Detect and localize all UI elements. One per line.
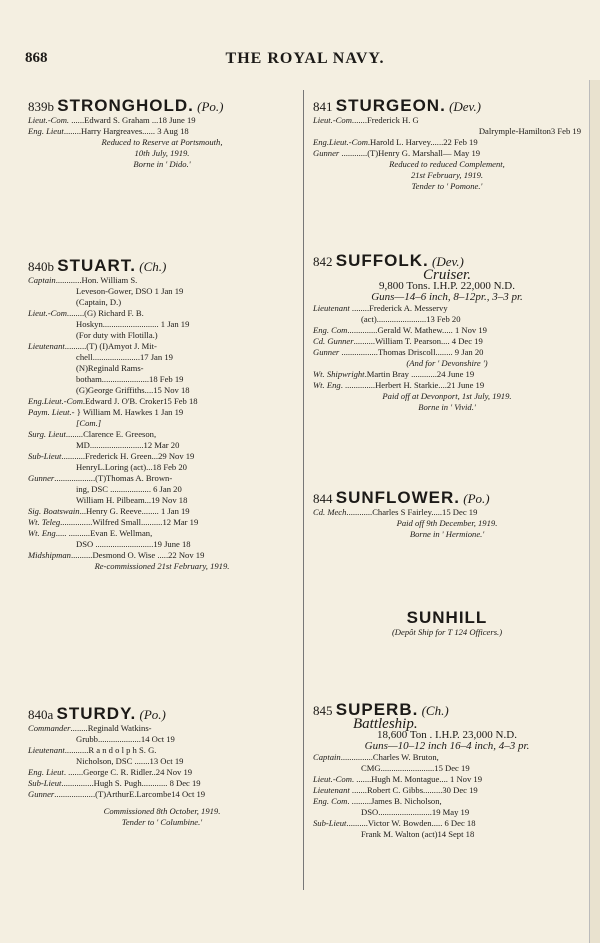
officer-row (28, 297, 296, 308)
officer-row (28, 539, 296, 550)
officer-row (28, 352, 296, 363)
status-note: Paid off at Devonport, 1st July, 1919. (382, 391, 512, 401)
officer-row: Eng. Lieut........Harry Hargreaves...... 3 Aug 18 (28, 126, 189, 136)
officer-name: (act).......................13 Feb 20 (361, 314, 461, 324)
officer-name: ............Hon. William S. (55, 275, 138, 285)
status-note: Paid off 9th December, 1919. (396, 518, 498, 528)
officer-name: . .......Hugh M. Montague.... 1 Nov 19 (351, 774, 483, 784)
ship-name: SUNFLOWER. (335, 488, 461, 507)
officer-name: ...Henry G. Reeve........ 1 Jan 19 (79, 506, 190, 516)
status-note: Reduced to Reserve at Portsmouth, (101, 137, 223, 147)
rank-label: [Com.] (76, 418, 102, 428)
officer-row (28, 473, 296, 484)
officer-row (28, 363, 296, 374)
rank-label: Paym. Lieut.- (28, 407, 75, 417)
officer-name: } William M. Hawkes 1 Jan 19 (74, 407, 184, 417)
officer-name: chell......................17 Jan 19 (76, 352, 173, 362)
officer-name: Hoskyn.......................... 1 Jan 19 (76, 319, 190, 329)
rank-label: Wt. Eng (28, 528, 56, 538)
rank-label: Midshipman (28, 550, 71, 560)
officer-row (313, 347, 581, 358)
officer-name: .......Robert C. Gibbs.........30 Dec 19 (349, 785, 478, 795)
officer-row: Eng.Lieut.-Com.Harold L. Harvey......22 Feb 19 (313, 137, 478, 147)
officer-name: Nicholson, DSC .......13 Oct 19 (76, 756, 184, 766)
rank-label: Eng.Lieut.-Com (28, 396, 83, 406)
officer-name: (G)George Griffiths....15 Nov 18 (76, 385, 190, 395)
officer-name: ..........Victor W. Bowden..... 6 Dec 18 (346, 818, 476, 828)
officer-name: . .......George C. R. Ridler..24 Nov 19 (63, 767, 193, 777)
officer-row (313, 785, 581, 796)
officer-name: ..............Gerald W. Mathew..... 1 Nov 19 (347, 325, 487, 335)
officer-name: ...............Wilfred Small..........12 Mar 19 (60, 517, 199, 527)
rank-label: Sig. Boatswain (28, 506, 80, 516)
officer-name: ........Clarence E. Greeson, (65, 429, 157, 439)
officer-row (28, 723, 296, 734)
entry-superb (313, 700, 581, 840)
ship-name: SUPERB. (335, 700, 419, 719)
officer-name: . ..............Herbert H. Starkie....21 June 19 (340, 380, 485, 390)
officer-row (28, 308, 296, 319)
ship-class: Cruiser. (423, 267, 471, 283)
rank-label: Captain (313, 752, 341, 762)
entry-sturgeon (313, 96, 581, 192)
rank-label: Wt. Shipwright (313, 369, 365, 379)
officer-name: ...........Frederick H. Green...29 Nov 19 (61, 451, 195, 461)
officer-row (313, 774, 581, 785)
officer-name: ...............Hugh S. Pugh............ 8 Dec 19 (61, 778, 201, 788)
officer-row: Gunner ............(T)Henry G. Marshall— May 19 (313, 148, 481, 158)
ship-heading: 844 SUNFLOWER. (Po.) (313, 488, 490, 507)
officer-row (313, 796, 581, 807)
rank-label: Lieutenant (313, 785, 350, 795)
entry-sunhill (313, 608, 581, 638)
ship-heading: 839b STRONGHOLD. (Po.) (28, 96, 224, 115)
ship-name: SUNHILL (406, 608, 488, 627)
officer-name: DSO ...........................19 June 18 (76, 539, 191, 549)
ship-heading: 840b STUART. (Ch.) (28, 256, 167, 275)
rank-label: Lieut.-Com (313, 774, 352, 784)
status-note: (Depôt Ship for T 124 Officers.) (391, 627, 503, 637)
officer-name: (And for ' Devonshire ') (406, 358, 488, 368)
officer-row: Lieut.-Com. ......Edward S. Graham ...18 June 19 (28, 115, 196, 125)
page-number: 868 (25, 50, 48, 66)
rank-label: Gunner (28, 473, 55, 483)
officer-row (313, 818, 581, 829)
officer-name: (N)Reginald Rams- (76, 363, 144, 373)
officer-row (313, 763, 581, 774)
officer-row (28, 275, 296, 286)
officer-name: ...................(T)ArthurE.Larcombe14 Oct 19 (54, 789, 206, 799)
officer-name: ..........William T. Pearson.... 4 Dec 19 (353, 336, 483, 346)
officer-name: .................Thomas Driscoll........ 9 Jan 20 (339, 347, 484, 357)
ship-heading: 842 SUFFOLK. (Dev.) (313, 251, 464, 270)
officer-row (313, 358, 581, 369)
entry-sturdy (28, 704, 296, 828)
rank-label: Sub-Lieut (313, 818, 347, 828)
ship-armament: Guns—10–12 inch 16–4 inch, 4–3 pr. (364, 740, 530, 752)
ship-heading: 840a STURDY. (Po.) (28, 704, 166, 723)
officer-name: (Captain, D.) (76, 297, 122, 307)
officer-name: ........(G) Richard F. B. (66, 308, 144, 318)
officer-name: ..........(T) (I)Amyot J. Mit- (64, 341, 157, 351)
status-note: Tender to ' Columbine.' (121, 817, 203, 827)
rank-label: Sub-Lieut (28, 451, 62, 461)
ship-heading: 845 SUPERB. (Ch.) (313, 700, 449, 719)
rank-label: Wt. Teleg (28, 517, 61, 527)
officer-row (313, 752, 581, 763)
rank-label: Eng. Com (313, 796, 348, 806)
officer-row (28, 451, 296, 462)
officer-row (28, 528, 296, 539)
officer-row (28, 429, 296, 440)
status-note: Borne in ' Hermione.' (409, 529, 485, 539)
rank-label: Cd. Gunner (313, 336, 354, 346)
status-note: Re-commissioned 21st February, 1919. (94, 561, 230, 571)
adjacent-page-margin (589, 80, 600, 943)
officer-row (313, 807, 581, 818)
ship-name: STUART. (57, 256, 137, 275)
officer-row (313, 380, 581, 391)
status-note: Borne in ' Vivid.' (418, 402, 476, 412)
officer-row (28, 418, 296, 429)
officer-row (28, 745, 296, 756)
ship-class: Battleship. (353, 716, 418, 732)
officer-row (28, 495, 296, 506)
officer-row (28, 756, 296, 767)
officer-row (28, 767, 296, 778)
officer-row (28, 319, 296, 330)
page-header (25, 50, 585, 74)
officer-name: ........Reginald Watkins- (70, 723, 152, 733)
rank-label: Lieutenant (28, 745, 65, 755)
status-note: Reduced to reduced Complement, (389, 159, 505, 169)
status-note: Borne in ' Dido.' (133, 159, 191, 169)
ship-heading (313, 608, 581, 627)
officer-name: ...................(T)Thomas A. Brown- (54, 473, 173, 483)
officer-row (28, 734, 296, 745)
officer-row: Cd. Mech............Charles S Fairley.....15 Dec 19 (313, 507, 478, 517)
ship-heading: 841 STURGEON. (Dev.) (313, 96, 481, 115)
officer-name: William H. Pilbeam...19 Nov 18 (76, 495, 188, 505)
entry-suffolk (313, 251, 581, 413)
officer-row (28, 506, 296, 517)
entry-sunflower (313, 488, 581, 540)
rank-label: Eng. Com (313, 325, 348, 335)
officer-name: Leveson-Gower, DSO 1 Jan 19 (76, 286, 184, 296)
officer-row (28, 550, 296, 561)
officer-row (28, 789, 296, 800)
officer-row (313, 325, 581, 336)
rank-label: Gunner (313, 347, 340, 357)
officer-row (313, 829, 581, 840)
status-note: 10th July, 1919. (134, 148, 190, 158)
officer-row (28, 778, 296, 789)
status-note: Tender to ' Pomone.' (411, 181, 483, 191)
officer-name: ..... ..........Evan E. Wellman, (55, 528, 153, 538)
ship-name: STRONGHOLD. (57, 96, 194, 115)
officer-row (28, 440, 296, 451)
officer-name: ...........R a n d o l p h S. G. (64, 745, 157, 755)
officer-name: ...............Charles W. Bruton, (340, 752, 439, 762)
rank-label: Captain (28, 275, 56, 285)
officer-name: .Martin Bray ............24 June 19 (364, 369, 475, 379)
officer-row (28, 462, 296, 473)
ship-name: STURGEON. (335, 96, 446, 115)
rank-label: Gunner (28, 789, 55, 799)
officer-name: HenryL.Loring (act)...18 Feb 20 (76, 462, 187, 472)
officer-row: Lieut.-Com.......Frederick H. G (313, 115, 419, 125)
officer-name: Grubb....................14 Oct 19 (76, 734, 175, 744)
column-divider (303, 90, 304, 890)
officer-row (28, 341, 296, 352)
officer-name: DSO.........................19 May 19 (361, 807, 470, 817)
rank-label: Eng. Lieut (28, 767, 64, 777)
officer-row (313, 314, 581, 325)
ship-stats: 18,600 Ton . I.H.P. 23,000 N.D. (377, 729, 517, 741)
officer-name: botham......................18 Feb 19 (76, 374, 184, 384)
officer-row (28, 385, 296, 396)
rank-label: Lieutenant (313, 303, 350, 313)
officer-row (28, 484, 296, 495)
officer-name: Frank M. Walton (act)14 Sept 18 (361, 829, 475, 839)
officer-row (28, 517, 296, 528)
rank-label: Commander (28, 723, 71, 733)
entry-stronghold (28, 96, 296, 170)
officer-row (28, 374, 296, 385)
officer-name: .Edward J. O'B. Croker15 Feb 18 (82, 396, 198, 406)
officer-name: MD.........................12 Mar 20 (76, 440, 180, 450)
ship-name: STURDY. (56, 704, 137, 723)
officer-row (313, 369, 581, 380)
ship-stats: 9,800 Tons. I.H.P. 22,000 N.D. (379, 280, 515, 292)
officer-name: CMG.........................15 Dec 19 (361, 763, 470, 773)
ship-name: SUFFOLK. (335, 251, 429, 270)
rank-label: Sub-Lieut (28, 778, 62, 788)
status-note: Commissioned 8th October, 1919. (103, 806, 221, 816)
rank-label: Lieut.-Com (28, 308, 67, 318)
officer-name: (For duty with Flotilla.) (76, 330, 158, 340)
rank-label: Wt. Eng (313, 380, 341, 390)
ship-armament: Guns—14–6 inch, 8–12pr., 3–3 pr. (371, 291, 523, 303)
officer-row (313, 303, 581, 314)
officer-row (28, 330, 296, 341)
officer-name: . .........James B. Nicholson, (347, 796, 442, 806)
officer-row (28, 286, 296, 297)
officer-row (28, 396, 296, 407)
entry-stuart (28, 256, 296, 572)
officer-name: ing, DSC ................... 6 Jan 20 (76, 484, 182, 494)
officer-row (313, 336, 581, 347)
officer-row (28, 407, 296, 418)
status-note: 21st February, 1919. (410, 170, 484, 180)
officer-name: ........Frederick A. Messervy (349, 303, 448, 313)
page-title: THE ROYAL NAVY. (225, 50, 385, 67)
rank-label: Lieutenant (28, 341, 65, 351)
rank-label: Surg. Lieut (28, 429, 66, 439)
officer-name: ..........Desmond O. Wise .....22 Nov 19 (70, 550, 205, 560)
officer-row: Dalrymple-Hamilton3 Feb 19 (478, 126, 581, 136)
